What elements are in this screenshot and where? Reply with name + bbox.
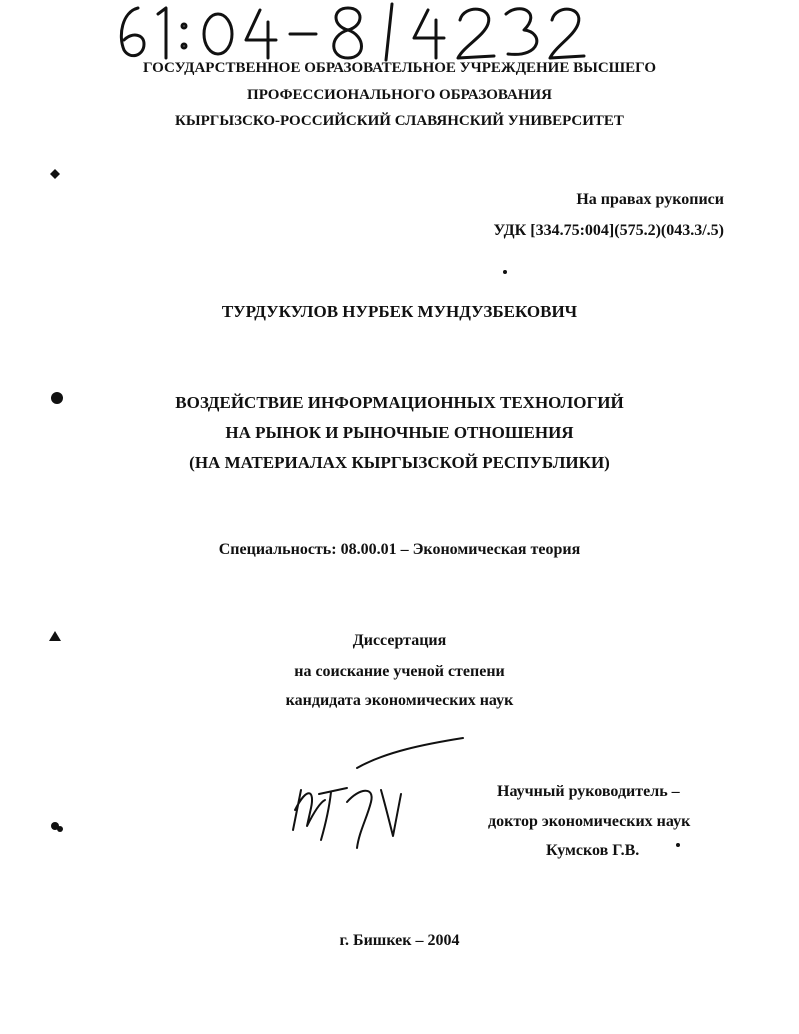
degree-line-1: Диссертация (352, 632, 447, 649)
title-line-3: (НА МАТЕРИАЛАХ КЫРГЫЗСКОЙ РЕСПУБЛИКИ) (189, 453, 610, 472)
signature (285, 730, 475, 850)
title-line-1: ВОЗДЕЙСТВИЕ ИНФОРМАЦИОННЫХ ТЕХНОЛОГИЙ (175, 393, 624, 412)
scan-mark (50, 391, 64, 405)
place-year: г. Бишкек – 2004 (339, 932, 460, 949)
rights-notice: На правах рукописи (576, 191, 724, 208)
institution-line-2: ПРОФЕССИОНАЛЬНОГО ОБРАЗОВАНИЯ (247, 87, 552, 103)
udc-code: УДК [334.75:004](575.2)(043.3/.5) (493, 222, 724, 239)
scan-speck (676, 843, 680, 847)
scan-mark (48, 167, 62, 181)
institution-line-1: ГОСУДАРСТВЕННОЕ ОБРАЗОВАТЕЛЬНОЕ УЧРЕЖДЕНИЕ ВЫСШЕГО (142, 60, 656, 76)
title-line-2: НА РЫНОК И РЫНОЧНЫЕ ОТНОШЕНИЯ (225, 423, 574, 442)
scan-mark (48, 629, 62, 643)
supervisor-line-2: доктор экономических наук (488, 813, 691, 830)
author-name: ТУРДУКУЛОВ НУРБЕК МУНДУЗБЕКОВИЧ (221, 302, 578, 321)
degree-line-3: кандидата экономических наук (285, 692, 514, 709)
specialty: Специальность: 08.00.01 – Экономическая теория (218, 541, 581, 558)
handwritten-archive-number (110, 0, 590, 62)
scan-mark (50, 820, 64, 834)
supervisor-name: Кумсков Г.В. (546, 842, 640, 859)
supervisor-line-1: Научный руководитель – (497, 783, 680, 800)
scan-speck (503, 270, 507, 274)
institution-line-3: КЫРГЫЗСКО-РОССИЙСКИЙ СЛАВЯНСКИЙ УНИВЕРСИТЕТ (175, 113, 624, 129)
degree-line-2: на соискание ученой степени (294, 663, 505, 680)
